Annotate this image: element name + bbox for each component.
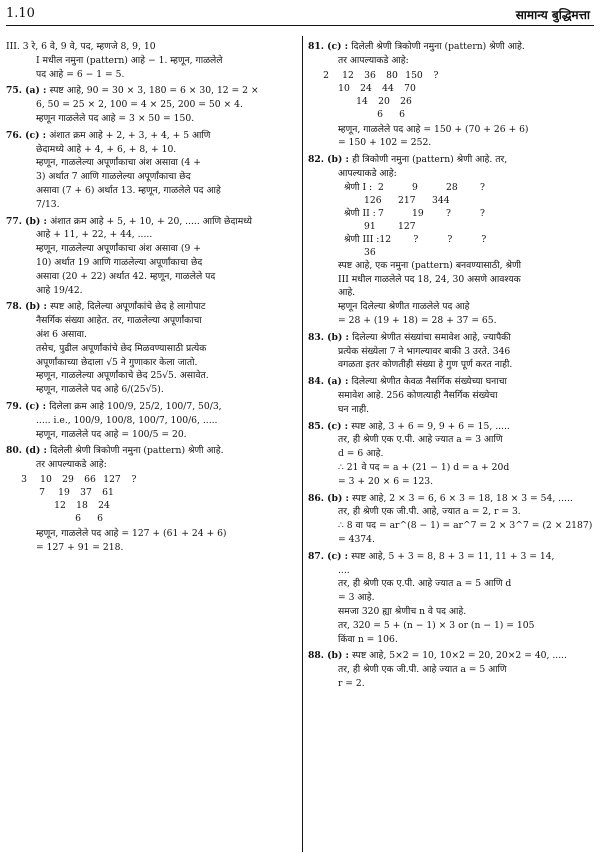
triangle-value: 44 [382, 82, 394, 94]
triangle-value: 6 [377, 108, 383, 120]
series-value: 28 [446, 181, 458, 193]
solution-number: 88. (b) : [308, 650, 353, 662]
solution-line: 79. (c) : दिलेला क्रम आहे 100/9, 25/2, 100/7, 50/3, [6, 400, 222, 412]
solution-81 [308, 40, 594, 150]
solution-line: ∴ 8 वा पद = ar^(8 − 1) = ar^7 = 2 × 3^7 = (2 × 2187) [338, 520, 593, 532]
triangle-pattern [6, 473, 296, 525]
series-row [308, 246, 594, 259]
triangle-row [6, 499, 296, 512]
solution-line: r = 2. [338, 677, 365, 689]
series-row [308, 233, 594, 246]
solution-line: आहे 19/42. [36, 284, 83, 296]
solution-line: ∴ 21 वे पद = a + (21 − 1) d = a + 20d [338, 461, 510, 473]
solution-83 [308, 331, 594, 372]
solution-line: म्हणून, गाळलेल्या अपूर्णांकाचा अंश असावा (9 + [36, 243, 201, 255]
solution-76 [6, 129, 296, 212]
page-number: 1.10 [6, 6, 35, 21]
series-value: 91 [364, 220, 376, 232]
triangle-value: 66 [84, 473, 96, 485]
solution-line: म्हणून, गाळलेल्या अपूर्णांकाचा अंश असावा (4 + [36, 157, 201, 169]
solution-line: समावेश आहे. 256 कोणत्याही नैसर्गिक संख्येचा [338, 389, 498, 401]
series-value: ? [481, 233, 487, 245]
series-row [308, 181, 594, 194]
solution-line: = 150 + 102 = 252. [338, 137, 432, 149]
solution-number: 80. (d) : [6, 445, 51, 457]
header-rule [6, 25, 594, 26]
triangle-value: ? [433, 69, 439, 81]
solution-line: III. 3 रे, 6 वे, 9 वे, पद, म्हणजे 8, 9, 10 [6, 41, 156, 52]
solution-line: असावा (7 + 6) अर्थात 13. म्हणून, गाळलेले पद आहे [36, 184, 221, 196]
triangle-value: 37 [80, 486, 92, 498]
solution-line: 83. (b) : दिलेल्या श्रेणीत संख्यांचा समावेश आहे, ज्यापैकी [308, 331, 511, 343]
solution-line: आपल्याकडे आहे: [338, 167, 397, 179]
running-title: सामान्य बुद्धिमत्ता [515, 8, 590, 22]
solution-line: म्हणून, गाळलेले पद आहे = 100/5 = 20. [36, 428, 187, 440]
column-divider [302, 36, 303, 852]
solution-line: वगळता इतर कोणतीही संख्या हे गुण पूर्ण करत नाही. [338, 359, 513, 371]
solution-number: 76. (c) : [6, 129, 50, 141]
series-value: श्रेणी II : [344, 207, 376, 219]
solution-79 [6, 400, 296, 441]
triangle-row [6, 473, 296, 486]
triangle-value: 6 [75, 512, 81, 524]
solution-line: 3) अर्थात 7 आणि गाळलेल्या अपूर्णांकाचा छेद [36, 171, 191, 183]
solution-86 [308, 492, 594, 547]
solution-87 [308, 550, 594, 647]
solution-88 [308, 649, 594, 690]
solution-line: तर, 320 = 5 + (n − 1) × 3 or (n − 1) = 105 [338, 619, 535, 631]
series-value: 344 [432, 194, 450, 206]
solution-line: तर, ही श्रेणी एक जी.पी. आहे, ज्यात a = 2, r = 3. [338, 506, 521, 518]
solution-line: आहे. [338, 287, 356, 299]
triangle-row [6, 512, 296, 525]
solution-line: = 127 + 91 = 218. [36, 541, 124, 553]
triangle-row [308, 95, 594, 108]
solution-line: तर, ही श्रेणी एक ए.पी. आहे ज्यात a = 3 आणि [338, 434, 503, 446]
solution-80 [6, 444, 296, 554]
solution-line: स्पष्ट आहे, एक नमुना (pattern) बनवण्यासाठी, श्रेणी [338, 259, 522, 271]
series-row [308, 207, 594, 220]
series-value: ? [413, 233, 419, 245]
solution-line: प्रत्येक संख्येला 7 ने भागल्यावर बाकी 3 उरते. 346 [338, 345, 511, 357]
solution-78 [6, 300, 296, 397]
series-value: 12 [379, 233, 392, 245]
solution-line: 80. (d) : दिलेली श्रेणी त्रिकोणी नमुना (pattern) श्रेणी आहे. [6, 445, 224, 457]
series-value: ? [480, 207, 485, 219]
triangle-pattern [308, 69, 594, 121]
triangle-row [308, 108, 594, 121]
solution-number: 82. (b) : [308, 154, 353, 166]
solution-line: नैसर्गिक संख्या आहेत. तर, गाळलेल्या अपूर्णांकाचा [36, 315, 202, 327]
left-column [6, 40, 296, 558]
solution-line: अपूर्णांकाच्या छेदाला √5 ने गुणाकार केला जातो. [36, 356, 198, 368]
solution-85 [308, 420, 594, 489]
triangle-value: ? [131, 473, 137, 485]
triangle-value: 127 [103, 473, 121, 485]
solution-line: d = 6 आहे. [338, 448, 384, 460]
triangle-row [308, 69, 594, 82]
solution-line: 78. (b) : स्पष्ट आहे, दिलेल्या अपूर्णांकांचे छेद हे लागोपाट [6, 301, 206, 313]
triangle-value: 18 [76, 499, 88, 511]
solution-number: 87. (c) : [308, 550, 352, 562]
series-value: श्रेणी III : [344, 233, 380, 245]
solution-line: म्हणून, गाळलेले पद आहे = 150 + (70 + 26 + 6) [338, 123, 529, 135]
solution-number: 85. (c) : [308, 420, 352, 432]
triangle-value: 19 [58, 486, 70, 498]
solution-number: 79. (c) : [6, 400, 50, 412]
solution-line: 85. (c) : स्पष्ट आहे, 3 + 6 = 9, 9 + 6 = 15, ..... [308, 420, 510, 432]
triangle-value: 2 [323, 69, 329, 81]
solution-line: = 3 आहे. [338, 592, 375, 604]
triangle-row [6, 486, 296, 499]
solution-line: 82. (b) : ही त्रिकोणी नमुना (pattern) श्रेणी आहे. तर, [308, 154, 508, 166]
solution-line: I मधील नमुना (pattern) आहे − 1. म्हणून, गाळलेले [36, 54, 223, 66]
solution-number: 77. (b) : [6, 215, 51, 227]
solution-line: पद आहे = 6 − 1 = 5. [36, 68, 125, 80]
triangle-value: 26 [400, 95, 412, 107]
solution-84 [308, 375, 594, 416]
solution-cont [6, 40, 296, 81]
triangle-value: 10 [338, 82, 350, 94]
solution-number: 86. (b) : [308, 492, 353, 504]
triangle-value: 24 [98, 499, 110, 511]
solution-line: घन नाही. [338, 403, 370, 415]
solution-line: तर, ही श्रेणी एक ए.पी. आहे ज्यात a = 5 आणि d [338, 578, 512, 590]
solution-number: 75. (a) : [6, 85, 50, 97]
solution-line: असावा (20 + 22) अर्थात 42. म्हणून, गाळलेले पद [36, 270, 216, 282]
series-value: 7 [378, 207, 384, 219]
triangle-value: 36 [364, 69, 376, 81]
series-value: 36 [364, 246, 376, 258]
triangle-value: 14 [356, 95, 368, 107]
solution-line: तसेच, पुढील अपूर्णांकांचे छेद मिळवण्यासाठी प्रत्येक [36, 342, 207, 354]
series-value: ? [480, 181, 485, 193]
triangle-value: 61 [102, 486, 114, 498]
solution-number: 81. (c) : [308, 41, 352, 52]
series-value: 217 [398, 194, 416, 206]
triangle-value: 3 [21, 473, 27, 485]
triangle-value: 6 [399, 108, 405, 120]
solution-line: किंवा n = 106. [338, 633, 398, 645]
solution-line: तर आपल्याकडे आहे: [36, 459, 107, 471]
series-value: 9 [412, 181, 418, 193]
solution-77 [6, 215, 296, 298]
solution-82 [308, 153, 594, 328]
solution-line: .... [338, 564, 350, 576]
series-row [308, 194, 594, 207]
series-value: 19 [412, 207, 424, 219]
solution-number: 78. (b) : [6, 301, 51, 313]
series-value: ? [446, 207, 451, 219]
solution-line: 75. (a) : स्पष्ट आहे, 90 = 30 × 3, 180 = 6 × 30, 12 = 2 × [6, 85, 259, 97]
right-column [308, 40, 594, 694]
series-value: श्रेणी I : [344, 181, 373, 193]
solution-line: 6, 50 = 25 × 2, 100 = 4 × 25, 200 = 50 × 4. [36, 99, 243, 111]
solution-line: म्हणून, गाळलेल्या अपूर्णांकाचे छेद 25√5. असावेत. [36, 370, 209, 382]
solution-line: समजा 320 ह्या श्रेणीच n वे पद आहे. [338, 605, 467, 617]
solution-line: = 4374. [338, 533, 375, 545]
triangle-value: 29 [62, 473, 74, 485]
solution-75 [6, 84, 296, 125]
series-value: 2 [378, 181, 384, 193]
solution-line: 81. (c) : दिलेली श्रेणी त्रिकोणी नमुना (pattern) श्रेणी आहे. [308, 41, 525, 52]
triangle-value: 7 [39, 486, 45, 498]
solution-line: III मधील गाळलेले पद 18, 24, 30 असणे आवश्यक [338, 273, 521, 285]
triangle-value: 10 [40, 473, 52, 485]
series-row [308, 220, 594, 233]
triangle-value: 24 [360, 82, 372, 94]
solution-line: 87. (c) : स्पष्ट आहे, 5 + 3 = 8, 8 + 3 = 11, 11 + 3 = 14, [308, 550, 555, 562]
solution-line: = 28 + (19 + 18) = 28 + 37 = 65. [338, 314, 497, 326]
triangle-value: 12 [342, 69, 354, 81]
solution-line: 77. (b) : अंशात क्रम आहे + 5, + 10, + 20, ..... आणि छेदामध्ये [6, 215, 252, 227]
triangle-value: 70 [404, 82, 416, 94]
triangle-value: 12 [54, 499, 66, 511]
solution-line: = 3 + 20 × 6 = 123. [338, 475, 434, 487]
series-value: ? [447, 233, 453, 245]
solution-line: 7/13. [36, 198, 60, 210]
solution-line: 76. (c) : अंशात क्रम आहे + 2, + 3, + 4, + 5 आणि [6, 129, 211, 141]
solution-line: 10) अर्थात 19 आणि गाळलेल्या अपूर्णांकाचा छेद [36, 256, 203, 268]
solution-line: 88. (b) : स्पष्ट आहे, 5×2 = 10, 10×2 = 20, 20×2 = 40, ..... [308, 650, 567, 662]
solution-number: 84. (a) : [308, 376, 352, 388]
solution-number: 83. (b) : [308, 331, 353, 343]
solution-line: म्हणून गाळलेले पद आहे = 3 × 50 = 150. [36, 112, 195, 124]
triangle-value: 6 [97, 512, 103, 524]
solution-line: म्हणून, गाळलेले पद आहे 6/(25√5). [36, 384, 164, 396]
solution-line: आहे + 11, + 22, + 44, ..... [36, 229, 153, 241]
solution-line: तर, ही श्रेणी एक जी.पी. आहे ज्यात a = 5 आणि [338, 664, 507, 676]
solution-line: म्हणून, गाळलेले पद आहे = 127 + (61 + 24 + 6) [36, 527, 227, 539]
triangle-value: 150 [405, 69, 423, 81]
triangle-value: 20 [378, 95, 390, 107]
solution-line: छेदामध्ये आहे + 4, + 6, + 8, + 10. [36, 143, 177, 155]
solution-line: ..... i.e., 100/9, 100/8, 100/7, 100/6, ..... [36, 414, 218, 426]
solution-line: म्हणून दिलेल्या श्रेणीत गाळलेले पद आहे [338, 301, 470, 313]
triangle-value: 80 [386, 69, 398, 81]
series-value: 126 [364, 194, 382, 206]
series-value: 127 [398, 220, 416, 232]
solution-line: तर आपल्याकडे आहे: [338, 54, 409, 66]
solution-line: 86. (b) : स्पष्ट आहे, 2 × 3 = 6, 6 × 3 = 18, 18 × 3 = 54, ..... [308, 492, 573, 504]
solution-line: अंश 6 असावा. [36, 328, 87, 340]
triangle-row [308, 82, 594, 95]
solution-line: 84. (a) : दिलेल्या श्रेणीत केवळ नैसर्गिक संख्येच्या घनाचा [308, 376, 507, 388]
